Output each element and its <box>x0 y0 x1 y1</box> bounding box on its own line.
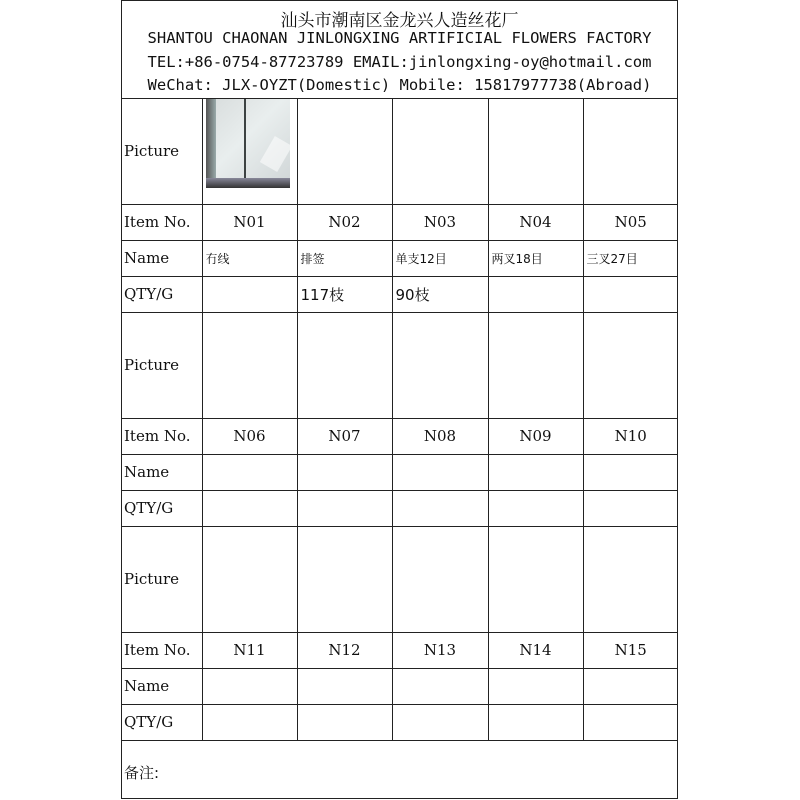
item-no-cell: N03 <box>392 204 488 240</box>
qty-cell: 90枝 <box>392 276 488 312</box>
picture-cell <box>297 312 392 418</box>
item-no-cell: N04 <box>488 204 583 240</box>
qty-label: QTY/G <box>122 490 202 526</box>
qty-cell <box>392 490 488 526</box>
name-label: Name <box>122 454 202 490</box>
name-cell <box>583 454 678 490</box>
qty-cell <box>583 704 678 740</box>
product-grid <box>122 98 678 741</box>
contact-line: TEL:+86-0754-87723789 EMAIL:jinlongxing-oy@hotmail.com <box>147 53 652 71</box>
qty-cell <box>297 704 392 740</box>
name-cell <box>583 668 678 704</box>
picture-label: Picture <box>122 98 202 204</box>
picture-label: Picture <box>122 526 202 632</box>
qty-label: QTY/G <box>122 276 202 312</box>
name-cell: 三叉27目 <box>583 240 678 276</box>
picture-cell <box>297 526 392 632</box>
notes-section <box>122 738 677 799</box>
qty-row <box>122 276 678 312</box>
notes-label: 备注: <box>124 764 160 782</box>
picture-cell <box>202 526 297 632</box>
picture-row <box>122 312 678 418</box>
picture-cell <box>488 312 583 418</box>
picture-cell <box>488 98 583 204</box>
item-no-cell: N07 <box>297 418 392 454</box>
name-row <box>122 240 678 276</box>
item-no-cell: N11 <box>202 632 297 668</box>
sheet-header <box>122 1 677 99</box>
name-cell: 排签 <box>297 240 392 276</box>
picture-cell <box>583 98 678 204</box>
name-cell <box>488 668 583 704</box>
item-no-cell: N02 <box>297 204 392 240</box>
picture-row <box>122 98 678 204</box>
qty-cell <box>202 276 297 312</box>
name-row <box>122 668 678 704</box>
name-label: Name <box>122 668 202 704</box>
company-name-cn: 汕头市潮南区金龙兴人造丝花厂 <box>280 11 519 31</box>
item-no-cell: N15 <box>583 632 678 668</box>
name-cell: 两叉18目 <box>488 240 583 276</box>
picture-cell <box>488 526 583 632</box>
qty-row <box>122 490 678 526</box>
qty-cell <box>202 490 297 526</box>
picture-cell <box>202 98 297 204</box>
picture-cell <box>583 526 678 632</box>
catalog-sheet <box>121 0 678 799</box>
item-no-cell: N10 <box>583 418 678 454</box>
name-cell <box>392 454 488 490</box>
picture-cell <box>392 312 488 418</box>
item-no-cell: N12 <box>297 632 392 668</box>
name-cell <box>297 454 392 490</box>
company-name-en: SHANTOU CHAONAN JINLONGXING ARTIFICIAL FLOWERS FACTORY <box>147 29 652 47</box>
qty-cell <box>297 490 392 526</box>
name-row <box>122 454 678 490</box>
name-cell: 冇线 <box>202 240 297 276</box>
product-photo-n01 <box>206 99 290 188</box>
item-no-row <box>122 204 678 240</box>
item-no-label: Item No. <box>122 204 202 240</box>
item-no-cell: N14 <box>488 632 583 668</box>
item-no-cell: N06 <box>202 418 297 454</box>
name-cell <box>202 668 297 704</box>
qty-cell: 117枝 <box>297 276 392 312</box>
item-no-label: Item No. <box>122 418 202 454</box>
picture-label: Picture <box>122 312 202 418</box>
qty-label: QTY/G <box>122 704 202 740</box>
name-label: Name <box>122 240 202 276</box>
qty-cell <box>583 490 678 526</box>
wechat-line: WeChat: JLX-OYZT(Domestic) Mobile: 15817977738(Abroad) <box>147 76 652 94</box>
picture-cell <box>297 98 392 204</box>
qty-cell <box>392 704 488 740</box>
item-no-row <box>122 418 678 454</box>
picture-cell <box>583 312 678 418</box>
item-no-cell: N05 <box>583 204 678 240</box>
item-no-cell: N13 <box>392 632 488 668</box>
picture-cell <box>202 312 297 418</box>
picture-row <box>122 526 678 632</box>
name-cell <box>488 454 583 490</box>
qty-cell <box>488 490 583 526</box>
qty-cell <box>488 276 583 312</box>
qty-row <box>122 704 678 740</box>
qty-cell <box>583 276 678 312</box>
name-cell <box>392 668 488 704</box>
qty-cell <box>488 704 583 740</box>
item-no-cell: N08 <box>392 418 488 454</box>
name-cell <box>297 668 392 704</box>
item-no-cell: N09 <box>488 418 583 454</box>
item-no-row <box>122 632 678 668</box>
qty-cell <box>202 704 297 740</box>
name-cell: 单支12目 <box>392 240 488 276</box>
item-no-label: Item No. <box>122 632 202 668</box>
item-no-cell: N01 <box>202 204 297 240</box>
picture-cell <box>392 98 488 204</box>
name-cell <box>202 454 297 490</box>
picture-cell <box>392 526 488 632</box>
